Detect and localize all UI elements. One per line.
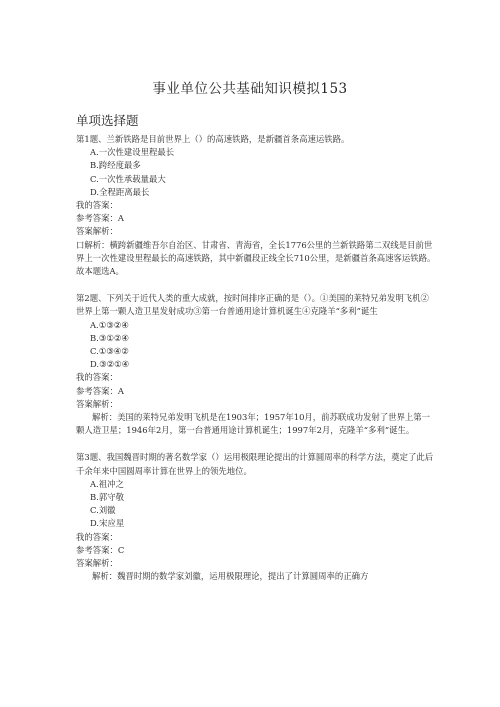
question-stem: 第2题、下列关于近代人类的重大成就，按时间排序正确的是（）。①美国的莱特兄弟发明飞机②世界上第一颗人造卫星发射成功③第一台普通用途计算机诞生④克隆羊“多利”诞生	[76, 293, 429, 317]
question-list	[76, 133, 436, 584]
question-2	[76, 292, 436, 437]
document-title: 事业单位公共基础知识模拟153	[152, 81, 348, 97]
option-d: D.③②①④	[90, 359, 130, 370]
explanation-label: 答案解析：	[76, 398, 118, 409]
question-stem: 第3题、我国魏晋时期的著名数学家（）运用极限理论提出的计算圆周率的科学方法，奠定了此后千余年来中国圆周率计算在世界上的领先地位。	[76, 452, 434, 476]
my-answer: 我的答案：	[76, 200, 118, 211]
option-a: A.①③②④	[90, 319, 129, 330]
question-1	[76, 133, 436, 278]
explanation-text: 口解析：横跨新疆维吾尔自治区、甘肃省、青海省，全长1776公里的兰新铁路第二双线是目前世界上一次性建设里程最长的高速铁路，其中新疆段正线全长710公里，是新疆首条高速客运铁路。故本题选A。	[76, 239, 436, 277]
explanation-text: 解析：美国的莱特兄弟发明飞机是在1903年；1957年10月，前苏联成功发射了世界上第一颗人造卫星；1946年2月，第一台普通用途计算机诞生；1997年2月，克隆羊“多利”诞生。	[76, 412, 431, 436]
explanation-label: 答案解析：	[76, 558, 118, 569]
option-a: A.一次性建设里程最长	[90, 147, 175, 158]
section-title: 单项选择题	[76, 113, 139, 128]
option-c: C.刘徽	[90, 505, 116, 516]
question-3	[76, 451, 436, 583]
option-d: D.全程距离最长	[90, 186, 150, 197]
my-answer: 我的答案：	[76, 372, 118, 383]
option-b: B.郭守敬	[90, 492, 124, 503]
reference-answer: 参考答案：A	[76, 213, 124, 224]
option-b: B.跨经度最多	[90, 160, 141, 171]
option-c: C.一次性承载量最大	[90, 173, 166, 184]
explanation-text: 解析：魏晋时期的数学家刘徽，运用极限理论，提出了计算圆周率的正确方	[92, 571, 369, 582]
option-d: D.宋应星	[90, 518, 125, 529]
question-stem: 第1题、兰新铁路是目前世界上（）的高速铁路，是新疆首条高速运铁路。	[76, 134, 350, 144]
reference-answer: 参考答案：C	[76, 544, 125, 555]
explanation-label: 答案解析：	[76, 226, 118, 237]
reference-answer: 参考答案：A	[76, 385, 124, 396]
option-c: C.①③④②	[90, 346, 129, 357]
option-b: B.③①②④	[90, 332, 129, 343]
my-answer: 我的答案：	[76, 531, 118, 542]
option-a: A.祖冲之	[90, 478, 124, 489]
